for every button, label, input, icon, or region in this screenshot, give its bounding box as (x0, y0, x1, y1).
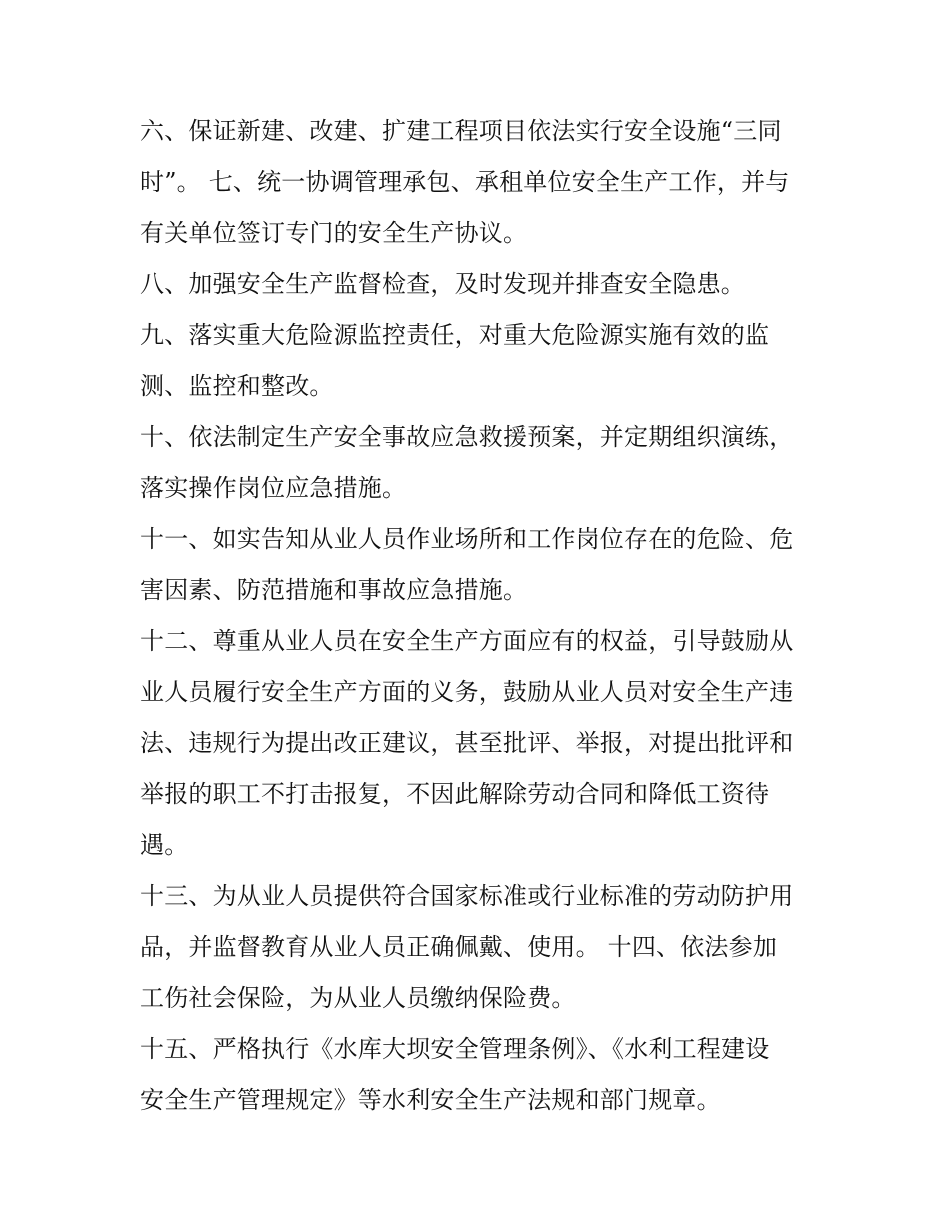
text-line: 害因素、防范措施和事故应急措施。 (140, 576, 528, 604)
text-line: 九、落实重大危险源监控责任，对重大危险源实施有效的监 (140, 321, 770, 349)
text-line: 举报的职工不打击报复，不因此解除劳动合同和降低工资待 (140, 780, 770, 808)
document-body (140, 106, 820, 1126)
text-line: 业人员履行安全生产方面的义务，鼓励从业人员对安全生产违 (140, 678, 794, 706)
text-line: 六、保证新建、改建、扩建工程项目依法实行安全设施“三同 (140, 117, 782, 145)
text-line: 落实操作岗位应急措施。 (140, 474, 407, 502)
text-line: 十一、如实告知从业人员作业场所和工作岗位存在的危险、危 (140, 525, 794, 553)
text-line: 十五、严格执行《水库大坝安全管理条例》、《水利工程建设 (140, 1035, 770, 1063)
text-line: 测、监控和整改。 (140, 372, 334, 400)
text-line: 十三、为从业人员提供符合国家标准或行业标准的劳动防护用 (140, 882, 794, 910)
text-line: 遇。 (140, 831, 189, 859)
text-line: 工伤社会保险，为从业人员缴纳保险费。 (140, 984, 576, 1012)
text-line: 品，并监督教育从业人员正确佩戴、使用。 十四、依法参加 (140, 933, 778, 961)
text-line: 有关单位签订专门的安全生产协议。 (140, 219, 528, 247)
text-line: 法、违规行为提出改正建议，甚至批评、举报，对提出批评和 (140, 729, 794, 757)
text-line: 安全生产管理规定》等水利安全生产法规和部门规章。 (140, 1086, 721, 1114)
text-line: 时”。 七、统一协调管理承包、承租单位安全生产工作，并与 (140, 168, 790, 196)
text-line: 八、加强安全生产监督检查，及时发现并排查安全隐患。 (140, 270, 745, 298)
text-line: 十、依法制定生产安全事故应急救援预案，并定期组织演练， (140, 423, 794, 451)
text-line: 十二、尊重从业人员在安全生产方面应有的权益，引导鼓励从 (140, 627, 794, 655)
